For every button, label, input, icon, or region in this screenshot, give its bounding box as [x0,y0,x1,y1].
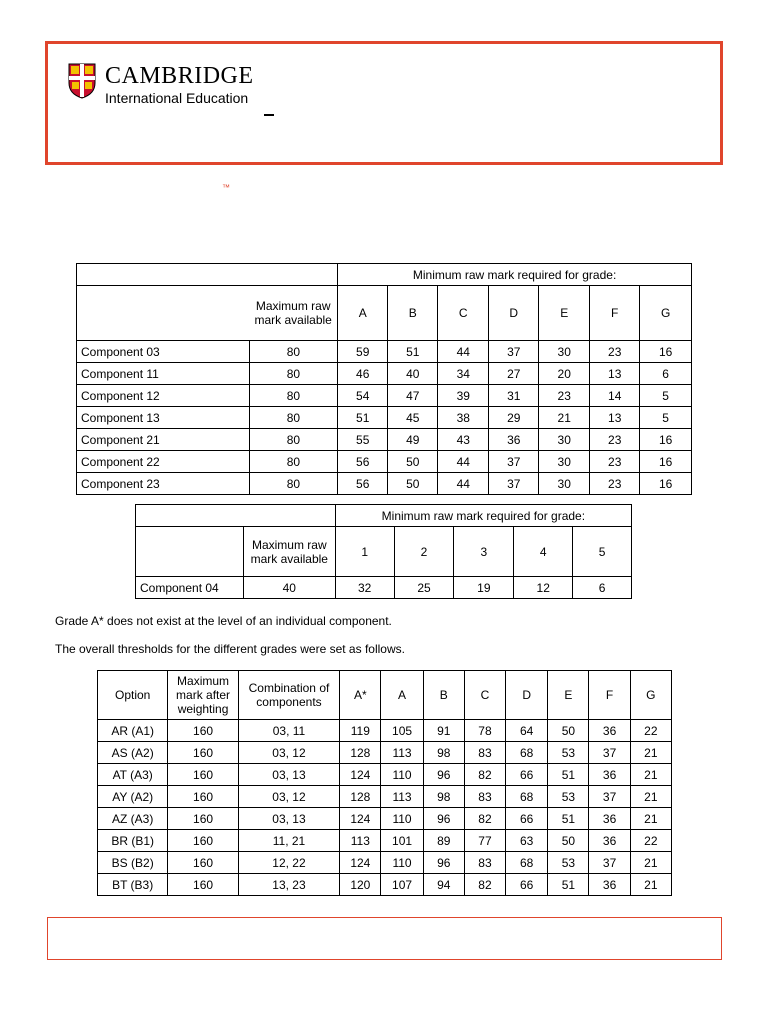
max-mark: 160 [168,852,238,874]
grade-header: F [589,671,630,720]
grade-header: 5 [573,527,632,577]
grade-mark: 21 [630,808,671,830]
grade-mark: 5 [640,385,692,407]
grade-mark: 43 [438,429,489,451]
combination-cell: 03, 11 [238,720,340,742]
option-cell: AY (A2) [98,786,168,808]
grade-mark: 94 [423,874,464,896]
grade-mark: 6 [640,363,692,385]
grade-mark: 37 [589,786,630,808]
grade-mark: 34 [438,363,489,385]
table-row [98,830,672,852]
option-header: Option [98,671,168,720]
grade-header: E [539,286,590,341]
grade-mark: 82 [464,808,505,830]
grade-mark: 51 [338,407,388,429]
combination-cell: 13, 23 [238,874,340,896]
grade-header: C [438,286,489,341]
grade-mark: 68 [506,786,548,808]
combination-cell: 03, 12 [238,742,340,764]
grade-mark: 83 [464,852,505,874]
grade-header: 2 [394,527,454,577]
grade-header: G [640,286,692,341]
table-row [77,429,692,451]
grade-mark: 101 [381,830,423,852]
max-mark: 80 [249,473,338,495]
option-cell: BT (B3) [98,874,168,896]
grade-mark: 50 [548,720,589,742]
grade-mark: 36 [589,720,630,742]
grade-mark: 66 [506,764,548,786]
grade-mark: 44 [438,451,489,473]
option-cell: AZ (A3) [98,808,168,830]
grade-mark: 44 [438,341,489,363]
cambridge-logo [68,63,254,107]
grade-mark: 47 [388,385,438,407]
component-name: Component 12 [77,385,250,407]
grade-header: A [381,671,423,720]
grade-mark: 83 [464,786,505,808]
grade-mark: 6 [573,577,632,599]
empty-header-cell [136,505,336,527]
empty-header-cell [136,527,244,577]
grade-header: D [489,286,539,341]
max-mark: 80 [249,363,338,385]
grade-mark: 36 [589,764,630,786]
grade-mark: 37 [489,341,539,363]
grade-mark: 40 [388,363,438,385]
table-row [77,473,692,495]
grade-mark: 113 [340,830,381,852]
grade-mark: 23 [539,385,590,407]
grade-mark: 107 [381,874,423,896]
grade-mark: 37 [489,451,539,473]
grade-mark: 23 [590,473,640,495]
grade-mark: 30 [539,451,590,473]
combination-cell: 12, 22 [238,852,340,874]
max-mark-header: Maximum mark after weighting [168,671,238,720]
grade-mark: 21 [539,407,590,429]
grade-mark: 110 [381,852,423,874]
grade-header: G [630,671,671,720]
grade-mark: 50 [388,473,438,495]
grade-header: F [590,286,640,341]
table-row [98,720,672,742]
grade-mark: 12 [514,577,573,599]
max-mark: 160 [168,830,238,852]
grade-mark: 20 [539,363,590,385]
grade-mark: 5 [640,407,692,429]
grade-mark: 51 [388,341,438,363]
crest-icon [68,63,96,99]
grade-mark: 124 [340,764,381,786]
grade-mark: 23 [590,429,640,451]
grade-mark: 14 [590,385,640,407]
grade-mark: 36 [489,429,539,451]
grade-mark: 51 [548,764,589,786]
combination-cell: 03, 12 [238,786,340,808]
component-name: Component 03 [77,341,250,363]
grade-mark: 16 [640,451,692,473]
table-row [77,407,692,429]
grade-header: 1 [335,527,394,577]
note-paragraph: Grade A* does not exist at the level of an individual component. [55,614,392,628]
max-mark: 80 [249,429,338,451]
table-header-row [136,505,632,527]
max-mark-header: Maximum raw mark available [243,527,335,577]
grade-mark: 13 [590,363,640,385]
max-mark: 80 [249,407,338,429]
grade-mark: 31 [489,385,539,407]
grade-mark: 36 [589,808,630,830]
grade-mark: 89 [423,830,464,852]
max-mark: 40 [243,577,335,599]
combination-cell: 03, 13 [238,808,340,830]
max-mark: 160 [168,808,238,830]
max-mark: 160 [168,786,238,808]
component-name: Component 04 [136,577,244,599]
grade-mark: 37 [589,852,630,874]
grade-mark: 23 [590,341,640,363]
grade-mark: 98 [423,786,464,808]
grade-mark: 119 [340,720,381,742]
grade-header: 3 [454,527,514,577]
empty-header-cell [77,264,338,286]
grade-mark: 83 [464,742,505,764]
option-cell: AS (A2) [98,742,168,764]
grade-mark: 113 [381,742,423,764]
option-cell: AT (A3) [98,764,168,786]
grade-mark: 91 [423,720,464,742]
trademark-mark: ™ [222,183,230,192]
grade-mark: 64 [506,720,548,742]
grade-mark: 110 [381,764,423,786]
max-mark-header: Maximum raw mark available [249,286,338,341]
table-row [98,786,672,808]
grade-mark: 27 [489,363,539,385]
grade-mark: 37 [489,473,539,495]
table-header-row [136,527,632,577]
grade-mark: 23 [590,451,640,473]
grade-mark: 37 [589,742,630,764]
grade-mark: 120 [340,874,381,896]
grade-header: E [548,671,589,720]
max-mark: 80 [249,385,338,407]
grade-mark: 98 [423,742,464,764]
component-name: Component 13 [77,407,250,429]
span-header: Minimum raw mark required for grade: [338,264,692,286]
grade-mark: 82 [464,874,505,896]
component-name: Component 21 [77,429,250,451]
max-mark: 80 [249,451,338,473]
grade-mark: 96 [423,808,464,830]
table-row [98,742,672,764]
header-box [45,41,723,165]
component-name: Component 22 [77,451,250,473]
max-mark: 160 [168,742,238,764]
grade-mark: 46 [338,363,388,385]
grade-mark: 21 [630,742,671,764]
grade-mark: 16 [640,473,692,495]
grade-mark: 59 [338,341,388,363]
grade-mark: 38 [438,407,489,429]
max-mark: 80 [249,341,338,363]
grade-mark: 96 [423,764,464,786]
combination-cell: 03, 13 [238,764,340,786]
grade-mark: 113 [381,786,423,808]
grade-mark: 78 [464,720,505,742]
grade-mark: 36 [589,830,630,852]
grade-mark: 68 [506,852,548,874]
empty-header-cell [77,286,250,341]
table-header-row [98,671,672,720]
max-mark: 160 [168,764,238,786]
grade-mark: 50 [548,830,589,852]
brand-subtitle: International Education [105,90,249,106]
table-row [77,363,692,385]
component-name: Component 23 [77,473,250,495]
grade-mark: 77 [464,830,505,852]
grade-header: D [506,671,548,720]
table-header-row [77,264,692,286]
grade-mark: 13 [590,407,640,429]
table-row [77,385,692,407]
intro-paragraph: The overall thresholds for the different grades were set as follows. [55,642,405,656]
span-header: Minimum raw mark required for grade: [335,505,631,527]
grade-mark: 30 [539,341,590,363]
grade-mark: 51 [548,874,589,896]
grade-mark: 49 [388,429,438,451]
grade-mark: 25 [394,577,454,599]
grade-mark: 53 [548,786,589,808]
grade-header: 4 [514,527,573,577]
grade-header: C [464,671,505,720]
footer-box [47,917,722,960]
table-row [98,874,672,896]
table-row [98,852,672,874]
grade-mark: 21 [630,764,671,786]
grade-mark: 30 [539,473,590,495]
brand-name: CAMBRIDGE [105,63,254,89]
grade-header: A* [340,671,381,720]
grade-mark: 55 [338,429,388,451]
grade-mark: 53 [548,742,589,764]
option-cell: BR (B1) [98,830,168,852]
option-cell: AR (A1) [98,720,168,742]
grade-header: B [388,286,438,341]
grade-mark: 45 [388,407,438,429]
grade-header: B [423,671,464,720]
grade-mark: 19 [454,577,514,599]
grade-mark: 39 [438,385,489,407]
grade-mark: 29 [489,407,539,429]
combination-header: Combination of components [238,671,340,720]
component-name: Component 11 [77,363,250,385]
grade-mark: 32 [335,577,394,599]
grade-mark: 128 [340,786,381,808]
grade-mark: 51 [548,808,589,830]
grade-mark: 53 [548,852,589,874]
grade-mark: 21 [630,874,671,896]
option-cell: BS (B2) [98,852,168,874]
grade-mark: 82 [464,764,505,786]
grade-mark: 21 [630,852,671,874]
grade-mark: 128 [340,742,381,764]
grade-mark: 54 [338,385,388,407]
grade-mark: 16 [640,341,692,363]
table-row [136,577,632,599]
grade-mark: 63 [506,830,548,852]
grade-mark: 56 [338,473,388,495]
grade-mark: 16 [640,429,692,451]
grade-mark: 44 [438,473,489,495]
grade-mark: 30 [539,429,590,451]
grade-mark: 22 [630,830,671,852]
grade-mark: 105 [381,720,423,742]
table-row [77,451,692,473]
grade-mark: 68 [506,742,548,764]
table-row [98,808,672,830]
grade-mark: 22 [630,720,671,742]
grade-mark: 36 [589,874,630,896]
title-dash [264,114,274,116]
table-row [98,764,672,786]
overall-thresholds-table [97,670,672,896]
grade-mark: 66 [506,808,548,830]
grade-mark: 124 [340,808,381,830]
component-thresholds-table [76,263,692,495]
grade-mark: 96 [423,852,464,874]
grade-mark: 110 [381,808,423,830]
grade-mark: 50 [388,451,438,473]
max-mark: 160 [168,720,238,742]
table-row [77,341,692,363]
table-header-row [77,286,692,341]
grade-mark: 66 [506,874,548,896]
grade-mark: 124 [340,852,381,874]
grade-header: A [338,286,388,341]
max-mark: 160 [168,874,238,896]
grade-mark: 56 [338,451,388,473]
grade-mark: 21 [630,786,671,808]
component-04-thresholds-table [135,504,632,599]
combination-cell: 11, 21 [238,830,340,852]
